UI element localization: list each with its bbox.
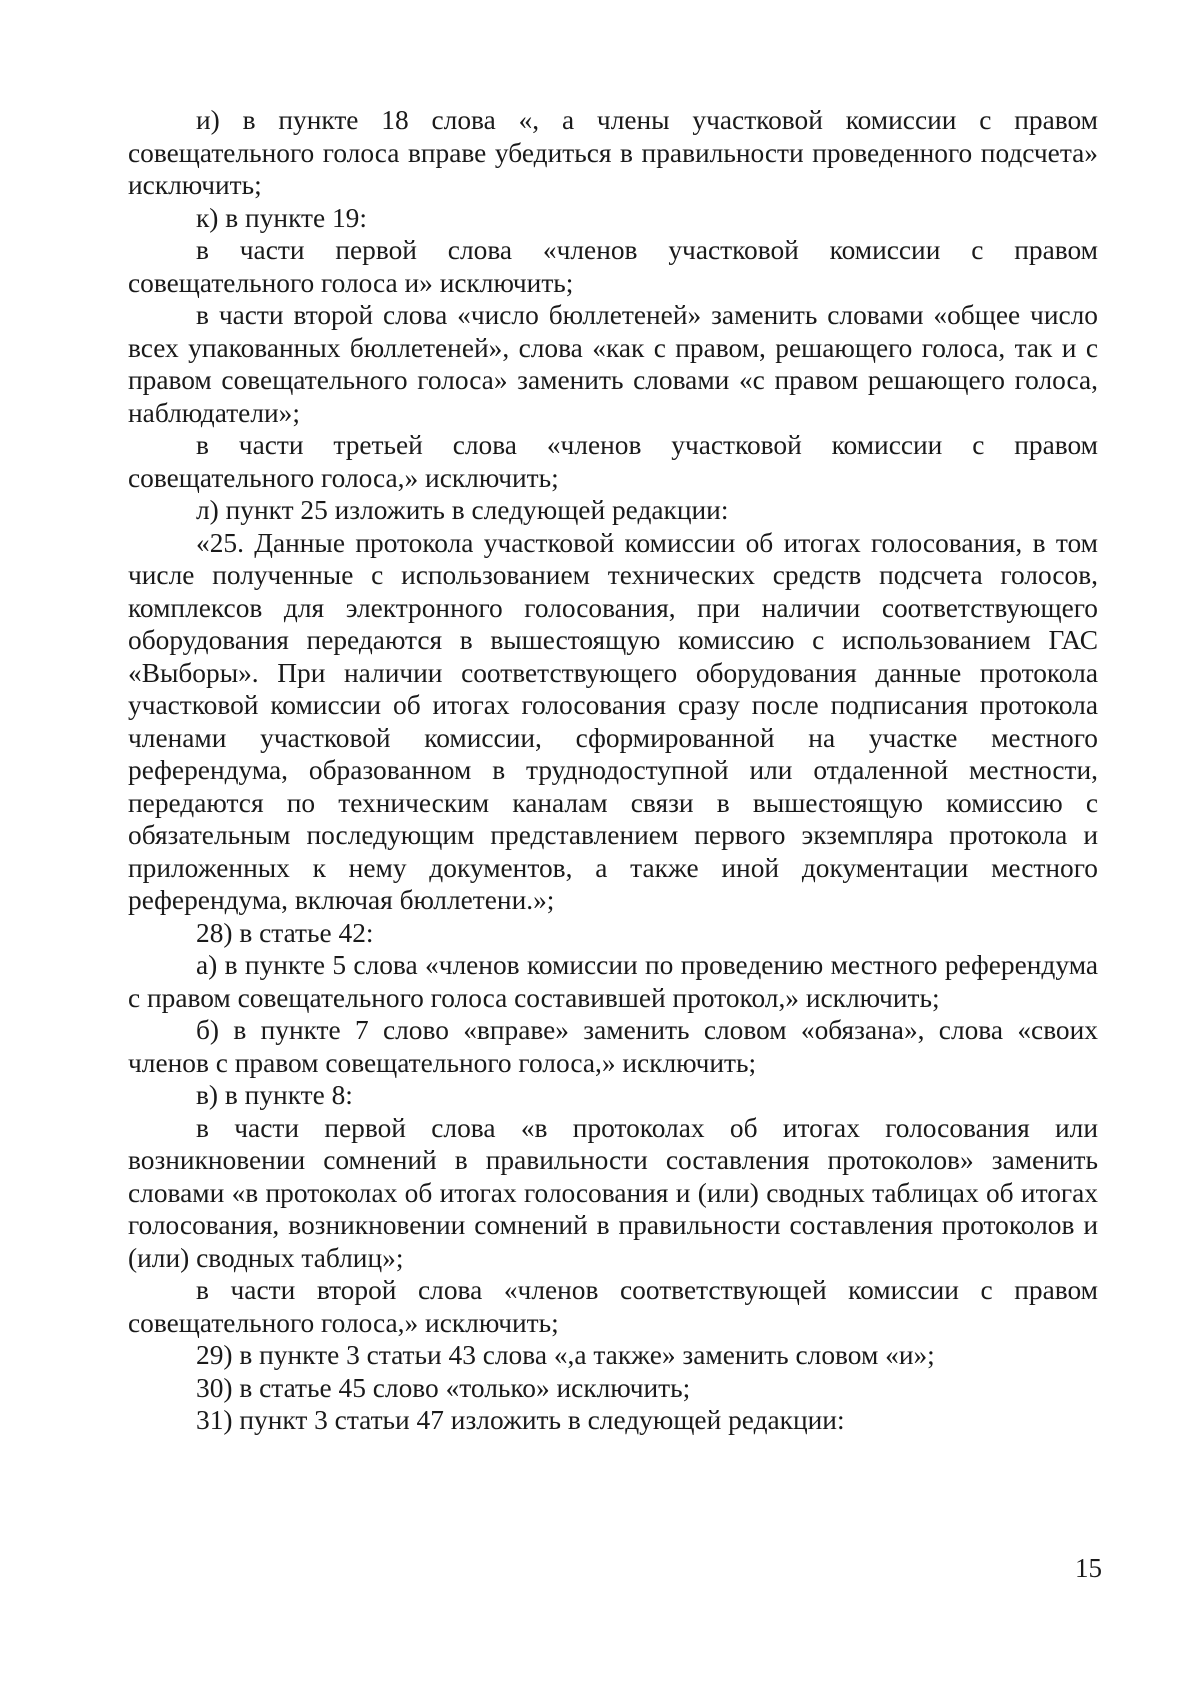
- paragraph-item-b: б) в пункте 7 слово «вправе» заменить словом «обязана», слова «своих членов с правом совещательного голоса,» исключить;: [128, 1015, 1098, 1078]
- paragraph-article-42: 28) в статье 42:: [196, 917, 374, 948]
- paragraph-item-29: 29) в пункте 3 статьи 43 слова «,а также» заменить словом «и»;: [196, 1340, 935, 1370]
- paragraph-item-v: в) в пункте 8:: [196, 1080, 353, 1110]
- paragraph-item-a: а) в пункте 5 слова «членов комиссии по проведению местного референдума с правом совещательного голоса составившей протокол,» исключить;: [128, 950, 1098, 1013]
- paragraph-item-30: 30) в статье 45 слово «только» исключить;: [196, 1372, 691, 1403]
- paragraph-part-one: в части первой слова «членов участковой комиссии с правом совещательного голоса и» исключить;: [128, 235, 1098, 298]
- paragraph-item-l: л) пункт 25 изложить в следующей редакции:: [196, 495, 729, 525]
- paragraph-point-25: «25. Данные протокола участковой комиссии об итогах голосования, в том числе полученные с использованием технических средств подсчета голосов, комплексов для электронного голосования, при наличии соответствующего оборудования передаются в вышестоящую комиссию с использованием ГАС «Выборы». При наличии соответствующего оборудования данные протокола участковой комиссии об итогах голосования сразу после подписания протокола членами участковой комиссии, сформированной на участке местного референдума, образованном в труднодоступной или отдаленной местности, передаются по техническим каналам связи в вышестоящую комиссию с обязательным последующим представлением первого экземпляра протокола и приложенных к нему документов, а также иной документации местного референдума, включая бюллетени.»;: [128, 527, 1098, 915]
- document-body: [128, 104, 1098, 1437]
- paragraph-item-i: и) в пункте 18 слова «, а члены участковой комиссии с правом совещательного голоса вправе убедиться в правильности проведенного подсчета» исключить;: [128, 105, 1098, 200]
- paragraph-item-31: 31) пункт 3 статьи 47 изложить в следующей редакции:: [196, 1405, 845, 1435]
- paragraph-item-k: к) в пункте 19:: [196, 202, 367, 233]
- paragraph-part-three: в части третьей слова «членов участковой комиссии с правом совещательного голоса,» исключить;: [128, 430, 1098, 493]
- paragraph-part-two: в части второй слова «число бюллетеней» заменить словами «общее число всех упакованных бюллетеней», слова «как с правом, решающего голоса, так и с правом совещательного голоса» заменить словами «с правом решающего голоса, наблюдатели»;: [128, 300, 1098, 428]
- paragraph-part-one-p8: в части первой слова «в протоколах об итогах голосования или возникновении сомнений в правильности составления протоколов» заменить словами «в протоколах об итогах голосования и (или) сводных таблицах об итогах голосования, возникновении сомнений в правильности составления протоколов и (или) сводных таблиц»;: [128, 1112, 1098, 1273]
- paragraph-part-two-p8: в части второй слова «членов соответствующей комиссии с правом совещательного голоса,» исключить;: [128, 1275, 1098, 1338]
- page-number: 15: [1075, 1553, 1102, 1583]
